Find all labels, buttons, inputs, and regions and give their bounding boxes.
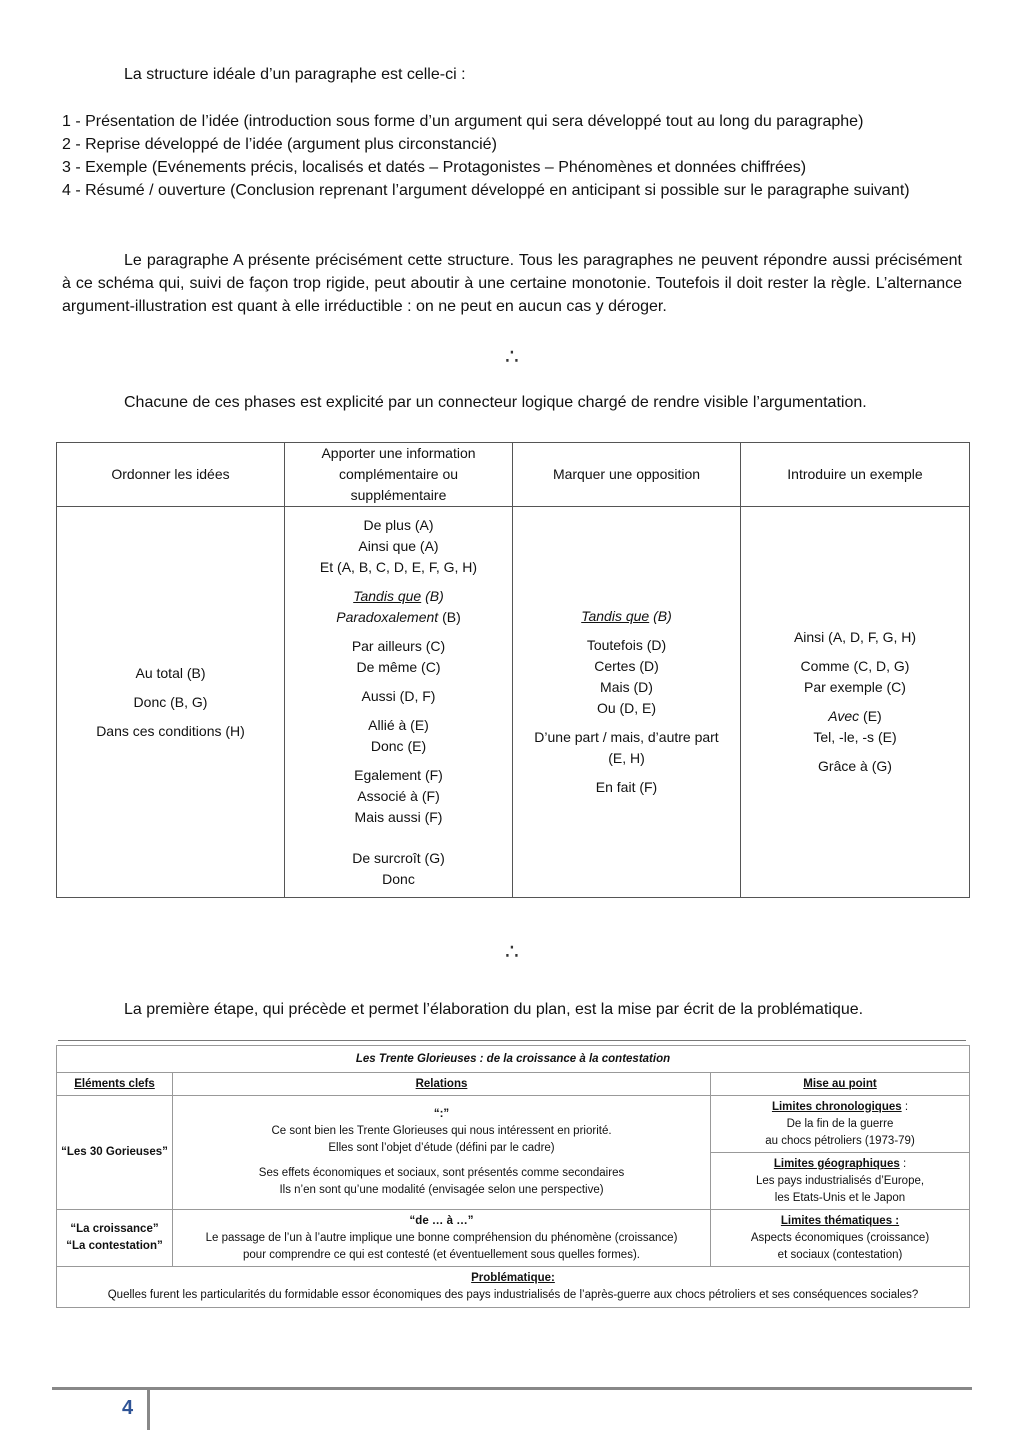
limit-suffix: : bbox=[901, 1100, 909, 1113]
page-number: 4 bbox=[122, 1397, 134, 1419]
relation-line: Le passage de l’un à l’autre implique une bonne compréhension du phénomène (croissance) bbox=[205, 1231, 678, 1244]
connector-item: Ainsi (A, D, F, G, H) bbox=[793, 629, 917, 645]
limits-chronological bbox=[711, 1096, 970, 1153]
problem-title-row bbox=[57, 1046, 970, 1073]
connectors-header-row bbox=[57, 443, 970, 507]
step-2: 2 - Reprise développé de l’idée (argument plus circonstancié) bbox=[62, 136, 497, 153]
separator-symbol: ∴ bbox=[505, 344, 519, 369]
footer-rule bbox=[52, 1387, 972, 1390]
divider-line bbox=[58, 1040, 966, 1041]
connector-ref: (B) bbox=[438, 608, 461, 625]
connector-item: Dans ces conditions (H) bbox=[96, 722, 245, 739]
step-4: 4 - Résumé / ouverture (Conclusion reprenant l’argument développé en anticipant si possible sur le paragraphe suivant) bbox=[62, 182, 910, 199]
problematique-title: Problématique: bbox=[471, 1272, 555, 1284]
relation-de-a bbox=[173, 1210, 711, 1267]
problem-row-2 bbox=[57, 1210, 970, 1267]
connector-ref: (B) bbox=[421, 587, 444, 604]
limit-title: Limites thématiques : bbox=[780, 1214, 900, 1227]
intro-text: La structure idéale d’un paragraphe est celle-ci : bbox=[124, 66, 466, 83]
header-apporter: Apporter une information complémentaire ou supplémentaire bbox=[285, 443, 513, 507]
connectors-table bbox=[56, 442, 970, 898]
header-elements-clefs: Eléments clefs bbox=[57, 1073, 173, 1096]
connector-item: Ainsi que (A) bbox=[358, 537, 439, 554]
header-ordonner: Ordonner les idées bbox=[57, 443, 285, 507]
relation-line: Elles sont l’objet d’étude (défini par le cadre) bbox=[328, 1142, 555, 1154]
connector-item: Au total (B) bbox=[135, 664, 206, 681]
problematique-row bbox=[57, 1267, 970, 1308]
limit-line: De la fin de la guerre bbox=[786, 1117, 894, 1130]
problem-header-row bbox=[57, 1073, 970, 1096]
connector-emph: Avec bbox=[828, 708, 860, 724]
step-1: 1 - Présentation de l’idée (introduction sous forme d’un argument qui sera développé tout au long du paragraphe) bbox=[62, 113, 864, 130]
connectors-intro: Chacune de ces phases est explicité par un connecteur logique chargé de rendre visible l’argumentation. bbox=[124, 394, 867, 411]
limits-thematic bbox=[711, 1210, 970, 1267]
limit-line: Les pays industrialisés d’Europe, bbox=[755, 1174, 925, 1187]
connector-item bbox=[291, 586, 506, 607]
connector-item: De plus (A) bbox=[363, 516, 434, 533]
key-element-croissance-contestation bbox=[57, 1210, 173, 1267]
relation-line: Ses effets économiques et sociaux, sont présentés comme secondaires bbox=[258, 1167, 625, 1179]
connector-item bbox=[291, 607, 506, 628]
problematique-text: Quelles furent les particularités du formidable essor économiques des pays industrialisés de l’après-guerre aux chocs pétroliers et ses conséquences sociales? bbox=[107, 1289, 919, 1301]
connector-emph: Tandis que bbox=[581, 608, 650, 624]
connectors-body-row bbox=[57, 507, 970, 898]
problematique-cell bbox=[57, 1267, 970, 1308]
connector-item: Et (A, B, C, D, E, F, G, H) bbox=[319, 558, 478, 575]
relation-line: Ce sont bien les Trente Glorieuses qui nous intéressent en priorité. bbox=[271, 1125, 612, 1137]
connector-item: En fait (F) bbox=[595, 779, 658, 795]
problem-table bbox=[56, 1045, 970, 1308]
connector-item: Mais aussi (F) bbox=[354, 808, 443, 825]
paragraph-a: Le paragraphe A présente précisément cette structure. Tous les paragraphes ne peuvent répondre aussi précisément à ce schéma qui, suivi de façon trop rigide, peut aboutir à une certaine monotonie. Toutefois il doit rester la règle. L’alternance argument-illustration est quant à elle irréductible : on ne peut en aucun cas y déroger. bbox=[62, 252, 962, 315]
problem-table-title: Les Trente Glorieuses : de la croissance à la contestation bbox=[57, 1046, 970, 1073]
limit-line: les Etats-Unis et le Japon bbox=[774, 1191, 906, 1204]
separator-dots-2 bbox=[492, 941, 532, 963]
connector-item: Ou (D, E) bbox=[596, 700, 657, 716]
relation-line: Ils n’en sont qu’une modalité (envisagée selon une perspective) bbox=[279, 1184, 604, 1196]
connector-item: Tel, -le, -s (E) bbox=[813, 729, 897, 745]
col-ordonner bbox=[57, 507, 285, 898]
limit-line: Aspects économiques (croissance) bbox=[750, 1231, 930, 1244]
limit-suffix: : bbox=[899, 1157, 907, 1170]
relation-title: “:” bbox=[433, 1108, 450, 1120]
header-mise-au-point: Mise au point bbox=[711, 1073, 970, 1096]
connector-item: Donc bbox=[382, 870, 415, 887]
connector-emph: Paradoxalement bbox=[336, 608, 439, 625]
connector-item: De surcroît (G) bbox=[352, 849, 445, 866]
connector-item: Egalement (F) bbox=[354, 766, 443, 783]
connector-item: Par ailleurs (C) bbox=[351, 637, 446, 654]
relation-title: “de … à …” bbox=[409, 1214, 474, 1227]
key-line: “La croissance” bbox=[70, 1223, 159, 1235]
header-opposition: Marquer une opposition bbox=[513, 443, 741, 507]
key-element-30-glorieuses: “Les 30 Gorieuses” bbox=[57, 1096, 173, 1210]
connector-item: D’une part / mais, d’autre part (E, H) bbox=[534, 729, 719, 766]
footer-divider bbox=[147, 1390, 150, 1430]
header-relations: Relations bbox=[173, 1073, 711, 1096]
connector-item: De même (C) bbox=[356, 658, 441, 675]
step-3: 3 - Exemple (Evénements précis, localisés et datés – Protagonistes – Phénomènes et données chiffrées) bbox=[62, 159, 807, 176]
connector-ref: (E) bbox=[859, 708, 882, 724]
connector-ref: (B) bbox=[649, 608, 672, 624]
limit-line: et sociaux (contestation) bbox=[777, 1248, 903, 1261]
limits-geographic bbox=[711, 1153, 970, 1210]
limit-title: Limites chronologiques bbox=[771, 1100, 902, 1113]
connector-item: Certes (D) bbox=[594, 658, 659, 674]
col-opposition bbox=[513, 507, 741, 898]
limit-title: Limites géographiques bbox=[773, 1157, 900, 1170]
connector-item: Mais (D) bbox=[600, 679, 653, 695]
connector-item: Grâce à (G) bbox=[818, 758, 892, 774]
separator-dots bbox=[492, 346, 532, 368]
connector-item: Associé à (F) bbox=[357, 787, 440, 804]
separator-symbol: ∴ bbox=[505, 939, 519, 964]
connector-item: Par exemple (C) bbox=[804, 679, 906, 695]
col-exemple bbox=[741, 507, 970, 898]
plan-intro: La première étape, qui précède et permet l’élaboration du plan, est la mise par écrit de la problématique. bbox=[124, 1001, 864, 1018]
key-line: “La contestation” bbox=[66, 1240, 163, 1252]
relation-colon bbox=[173, 1096, 711, 1210]
connector-item: Comme (C, D, G) bbox=[800, 658, 910, 674]
limit-heading bbox=[715, 1099, 965, 1116]
connector-item bbox=[519, 606, 734, 627]
limit-line: au chocs pétroliers (1973-79) bbox=[765, 1134, 915, 1147]
header-exemple: Introduire un exemple bbox=[741, 443, 970, 507]
problem-row-1a bbox=[57, 1096, 970, 1153]
relation-line: pour comprendre ce qui est contesté (et éventuellement sous quelles formes). bbox=[243, 1248, 640, 1261]
connector-item: Aussi (D, F) bbox=[361, 687, 436, 704]
connector-item: Donc (B, G) bbox=[133, 693, 208, 710]
connector-item: Toutefois (D) bbox=[586, 637, 667, 653]
col-apporter bbox=[285, 507, 513, 898]
limit-heading bbox=[715, 1156, 965, 1173]
connector-item bbox=[747, 706, 963, 727]
connector-item: Donc (E) bbox=[370, 737, 427, 754]
connector-item: Allié à (E) bbox=[368, 716, 429, 733]
connector-emph: Tandis que bbox=[353, 587, 422, 604]
